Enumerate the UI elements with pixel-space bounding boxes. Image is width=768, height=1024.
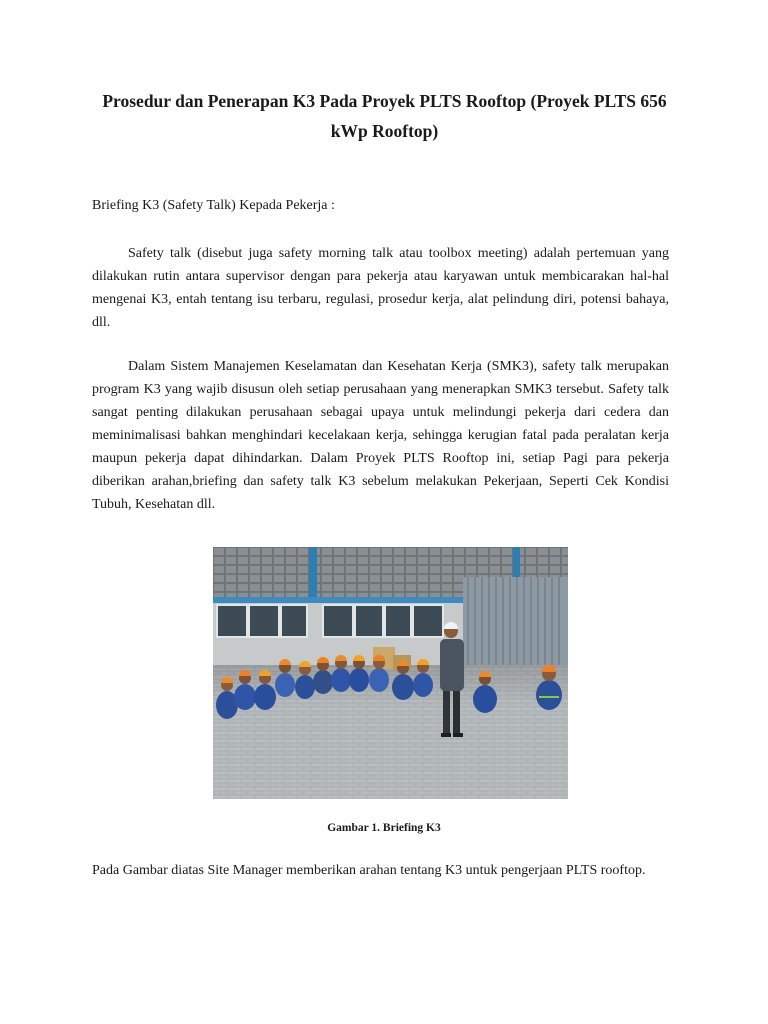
paragraph-smk3: Dalam Sistem Manajemen Keselamatan dan Kesehatan Kerja (SMK3), safety talk merupakan program K3 yang wajib disusun oleh setiap perusahaan yang menerapkan SMK3 tersebut. Safety talk sangat penting dilakukan perusahaan sebagai upaya untuk melindungi pekerja dari cedera dan meminimalisasi bahkan menghindari kecelakaan kerja, sehingga kerugian fatal pada peralatan kerja maupun pekerja dapat dihindarkan. Dalam Proyek PLTS Rooftop ini, setiap Pagi para pekerja diberikan arahan,briefing dan safety talk K3 sebelum melakukan Pekerjaan, Seperti Cek Kondisi Tubuh, Kesehatan dll. <box>92 359 669 512</box>
paragraph-safety-talk-definition: Safety talk (disebut juga safety morning talk atau toolbox meeting) adalah pertemuan yang dilakukan rutin antara supervisor dengan para pekerja atau karyawan untuk membicarakan hal-hal mengenai K3, entah tentang isu terbaru, regulasi, prosedur kerja, alat pelindung diri, potensi bahaya, dll. <box>92 246 669 330</box>
document-title: Prosedur dan Penerapan K3 Pada Proyek PLTS Rooftop (Proyek PLTS 656 kWp Rooftop) <box>102 91 667 141</box>
briefing-photo <box>213 547 568 799</box>
figure-caption: Gambar 1. Briefing K3 <box>327 822 441 834</box>
section-heading: Briefing K3 (Safety Talk) Kepada Pekerja : <box>92 198 335 213</box>
closing-paragraph: Pada Gambar diatas Site Manager memberikan arahan tentang K3 untuk pengerjaan PLTS rooftop. <box>92 863 646 878</box>
